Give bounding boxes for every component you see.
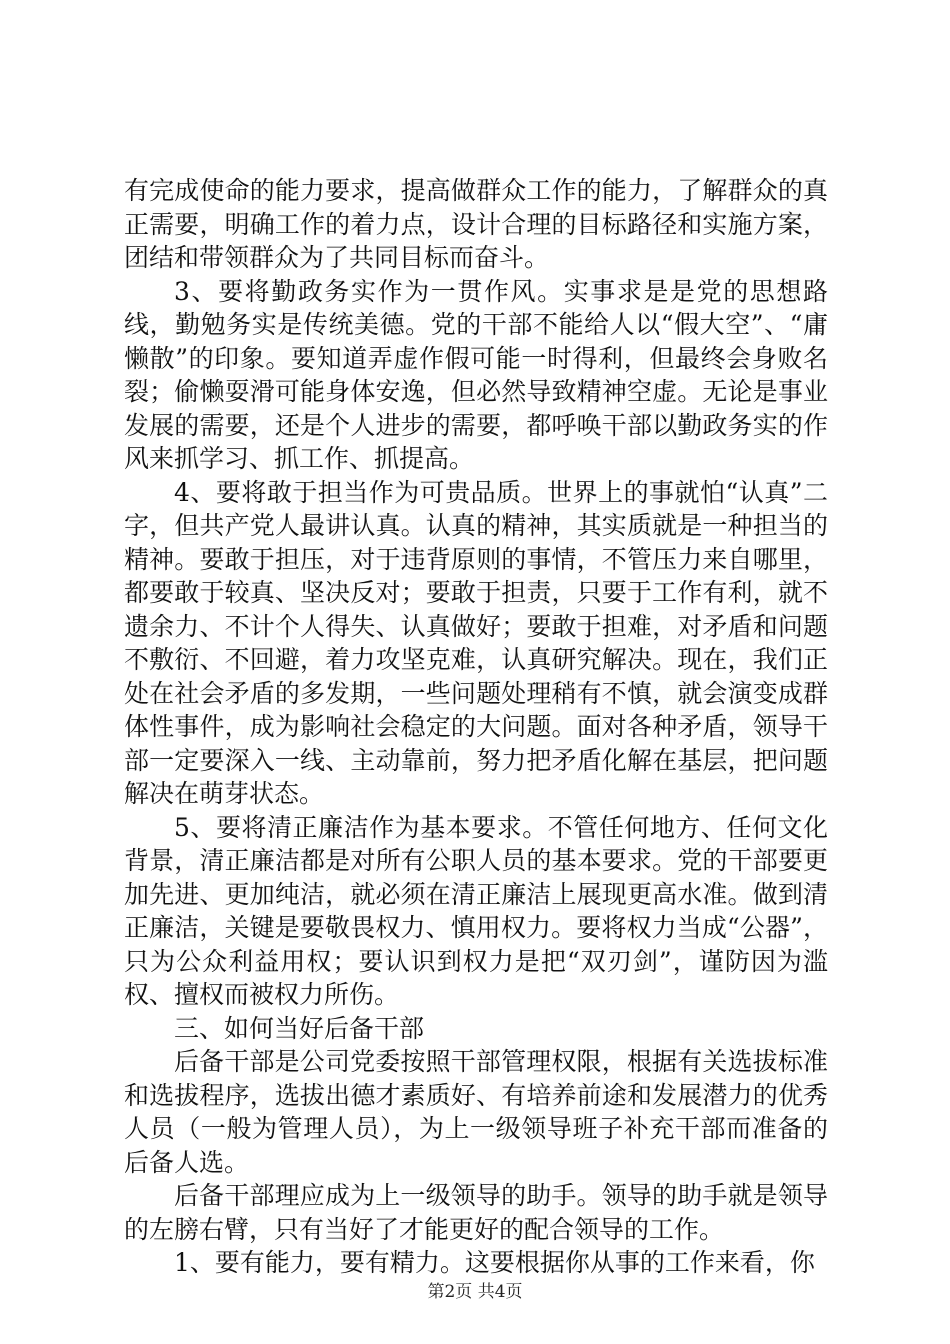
- page-number-footer: 第2页 共4页: [427, 1282, 523, 1302]
- paragraph-point-3: 3、要将勤政务实作为一贯作风。实事求是是党的思想路线，勤勉务实是传统美德。党的干部不能给人以“假大空”、“庸懒散”的印象。要知道弄虚作假可能一时得利，但最终会身败名裂；偷懒耍滑可能身体安逸，但必然导致精神空虚。无论是事业发展的需要，还是个人进步的需要，都呼唤干部以勤政务实的作风来抓学习、抓工作、抓提高。: [124, 276, 828, 473]
- paragraph-reserve-role: 后备干部理应成为上一级领导的助手。领导的助手就是领导的左膀右臂，只有当好了才能更好的配合领导的工作。: [124, 1181, 828, 1244]
- paragraph-reserve-definition: 后备干部是公司党委按照干部管理权限，根据有关选拔标准和选拔程序，选拔出德才素质好、有培养前途和发展潜力的优秀人员（一般为管理人员），为上一级领导班子补充干部而准备的后备人选。: [124, 1047, 828, 1177]
- paragraph-point-4: 4、要将敢于担当作为可贵品质。世界上的事就怕“认真”二字，但共产党人最讲认真。认真的精神，其实质就是一种担当的精神。要敢于担压，对于违背原则的事情，不管压力来自哪里，都要敢于较真、坚决反对；要敢于担责，只要于工作有利，就不遗余力、不计个人得失、认真做好；要敢于担难，对矛盾和问题不敷衍、不回避，着力攻坚克难，认真研究解决。现在，我们正处在社会矛盾的多发期，一些问题处理稍有不慎，就会演变成群体性事件，成为影响社会稳定的大问题。面对各种矛盾，领导干部一定要深入一线、主动靠前，努力把矛盾化解在基层，把问题解决在萌芽状态。: [124, 477, 828, 808]
- body-text: [124, 174, 828, 1280]
- paragraph-point-1: 1、要有能力，要有精力。这要根据你从事的工作来看，你: [174, 1248, 815, 1277]
- paragraph-point-5: 5、要将清正廉洁作为基本要求。不管任何地方、任何文化背景，清正廉洁都是对所有公职人员的基本要求。党的干部要更加先进、更加纯洁，就必须在清正廉洁上展现更高水准。做到清正廉洁，关键是要敬畏权力、慎用权力。要将权力当成“公器”，只为公众利益用权；要认识到权力是把“双刃剑”，谨防因为滥权、擅权而被权力所伤。: [124, 812, 828, 1009]
- section-heading: 三、如何当好后备干部: [174, 1013, 425, 1043]
- paragraph-continuation: 有完成使命的能力要求，提高做群众工作的能力，了解群众的真正需要，明确工作的着力点，设计合理的目标路径和实施方案，团结和带领群众为了共同目标而奋斗。: [124, 176, 828, 272]
